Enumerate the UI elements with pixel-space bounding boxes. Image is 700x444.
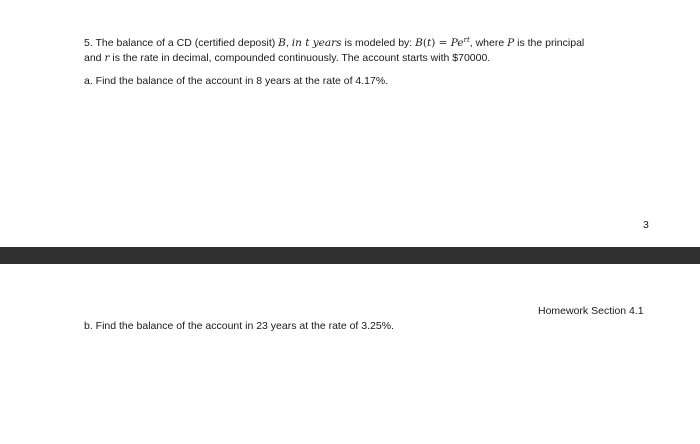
problem-text: , [285, 37, 292, 49]
page-bottom [0, 264, 700, 444]
math-equals: = [435, 37, 451, 49]
problem-text: is the principal [514, 37, 585, 49]
problem-text: and [84, 52, 105, 64]
math-pe: Pe [450, 37, 464, 49]
math-variable-b: B [278, 37, 286, 49]
problem-statement-line-1 [84, 37, 584, 50]
problem-text: 5. The balance of a CD (certified deposit) [84, 37, 279, 49]
problem-statement-line-2 [84, 52, 490, 65]
problem-text: is the rate in decimal, compounded continuously. The account starts with $70000. [109, 52, 491, 64]
problem-text: is modeled by: [341, 37, 416, 49]
question-part-b: b. Find the balance of the account in 23 years at the rate of 3.25%. [84, 320, 394, 332]
section-header: Homework Section 4.1 [538, 305, 644, 317]
math-b: B [415, 37, 423, 49]
page-separator [0, 247, 700, 264]
math-paren-close: ) [431, 37, 436, 49]
question-part-a: a. Find the balance of the account in 8 years at the rate of 4.17%. [84, 75, 389, 87]
math-exponent-rt: rt [463, 36, 470, 44]
problem-text: , where [469, 37, 508, 49]
math-r: r [104, 52, 110, 64]
math-t: t [426, 37, 432, 49]
math-in-t-years: in t years [291, 37, 342, 49]
page-number: 3 [643, 219, 649, 231]
math-p: P [507, 37, 515, 49]
math-paren-open: ( [422, 37, 427, 49]
